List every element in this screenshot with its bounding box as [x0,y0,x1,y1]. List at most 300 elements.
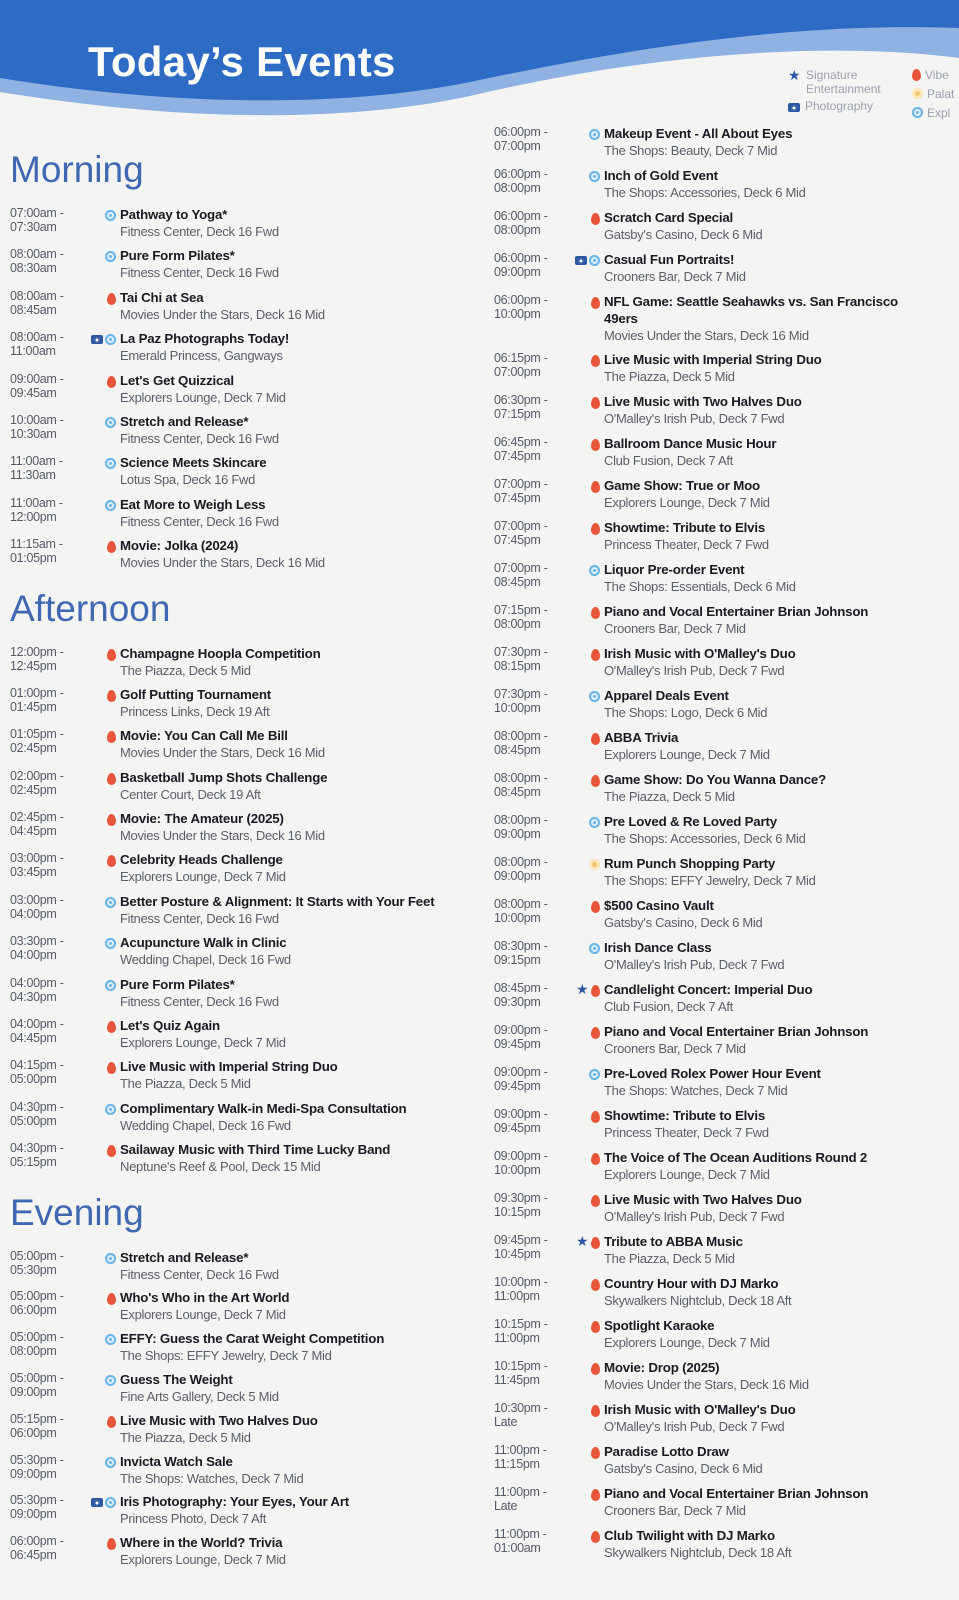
event-time [494,645,564,687]
event-icons [80,686,120,727]
event-time [10,496,80,537]
event-title: Inch of Gold Event [604,168,718,183]
event-icons [80,810,120,851]
section-title-evening: Evening [10,1191,144,1233]
event-title: Basketball Jump Shots Challenge [120,769,328,785]
event-end-time: 02:45pm [10,782,57,797]
event-start-time: 08:00am - [10,288,64,303]
event-start-time: 06:45pm - [494,435,548,449]
event-row [494,1149,954,1191]
event-row [10,1412,480,1453]
event-location: Skywalkers Nightclub, Deck 18 Aft [604,1545,792,1560]
vibe-icon [107,690,116,702]
explore-icon [589,943,600,954]
event-icons [564,813,604,855]
vibe-icon [107,1021,116,1033]
event-start-time: 05:15pm - [10,1411,64,1426]
event-icons [564,1317,604,1359]
event-info [120,1141,480,1182]
event-info [604,1485,954,1527]
event-time [10,537,80,578]
event-location: Explorers Lounge, Deck 7 Mid [604,1335,770,1350]
vibe-icon [591,1279,600,1291]
event-start-time: 08:00pm - [494,855,548,869]
explore-icon [105,458,116,469]
vibe-icon [591,1237,600,1249]
event-info [604,1023,954,1065]
event-row [494,393,954,435]
event-start-time: 10:15pm - [494,1359,548,1373]
explore-icon [105,1375,116,1386]
vibe-icon [591,607,600,619]
event-info [604,981,954,1023]
event-info [604,1149,954,1191]
event-time [494,687,564,729]
event-icons [564,393,604,435]
event-row [494,855,954,897]
event-row [10,810,480,851]
event-time [494,167,564,209]
event-location: Lotus Spa, Deck 16 Fwd [120,472,256,488]
event-end-time: 06:00pm [10,1425,57,1440]
event-location: Fitness Center, Deck 16 Fwd [120,910,279,926]
event-time [10,1371,80,1412]
event-time [10,976,80,1017]
event-location: Movies Under the Stars, Deck 16 Mid [604,1377,809,1392]
event-list [494,125,954,1569]
event-row [10,851,480,892]
event-start-time: 06:00pm - [494,209,548,223]
event-icons [80,496,120,537]
event-icons [80,1289,120,1330]
event-location: Princess Theater, Deck 7 Fwd [604,537,769,552]
vibe-icon [591,1531,600,1543]
explore-icon [105,1104,116,1115]
event-row [10,496,480,537]
event-start-time: 07:00pm - [494,561,548,575]
event-icons [564,1359,604,1401]
event-time [494,603,564,645]
vibe-icon [591,439,600,451]
vibe-icon [591,213,600,225]
vibe-icon [107,649,116,661]
event-time [494,519,564,561]
event-icons [564,251,604,293]
event-row [494,1233,954,1275]
event-location: O'Malley's Irish Pub, Deck 7 Fwd [604,957,785,972]
event-location: The Piazza, Deck 5 Mid [604,1251,735,1266]
event-start-time: 06:00pm - [494,167,548,181]
event-icons [80,1141,120,1182]
event-icons [80,1330,120,1371]
event-info [604,645,954,687]
explore-icon [589,255,600,266]
vibe-icon [107,541,116,553]
event-end-time: 10:00pm [494,1163,541,1177]
event-icons [80,206,120,247]
event-time [494,1527,564,1569]
event-icons [80,1058,120,1099]
event-icons [80,330,120,371]
vibe-icon [107,293,116,305]
event-row [494,729,954,771]
event-info [604,1065,954,1107]
event-start-time: 02:45pm - [10,810,64,825]
event-start-time: 06:15pm - [494,351,548,365]
event-time [494,1317,564,1359]
event-time [494,1359,564,1401]
event-start-time: 07:15pm - [494,603,548,617]
explore-icon [912,107,923,118]
event-end-time: 07:45pm [494,533,541,547]
event-title: Pre Loved & Re Loved Party [604,814,777,829]
event-row [494,519,954,561]
event-icons [80,1017,120,1058]
event-title: Pathway to Yoga* [120,207,228,222]
event-end-time: 04:00pm [10,906,57,921]
event-icons [564,351,604,393]
event-row [494,1065,954,1107]
event-start-time: 03:00pm - [10,851,64,866]
morning-section [10,148,480,579]
vibe-icon [107,814,116,826]
event-time [10,727,80,768]
event-location: O'Malley's Irish Pub, Deck 7 Fwd [604,663,785,678]
event-end-time: 08:00pm [10,1344,57,1359]
event-location: Center Court, Deck 19 Aft [120,786,261,802]
photo-icon [91,1498,103,1507]
event-icons [80,769,120,810]
event-time [10,810,80,851]
event-title: Live Music with Two Halves Duo [604,394,802,409]
vibe-icon [591,1447,600,1459]
event-end-time: 11:00am [10,344,56,359]
event-title: Casual Fun Portraits! [604,252,735,267]
event-icons [564,209,604,251]
event-row [494,1527,954,1569]
event-info [120,330,480,371]
event-title: Movie: You Can Call Me Bill [120,728,288,744]
event-row [494,251,954,293]
event-end-time: 09:00pm [494,827,541,841]
event-info [604,1107,954,1149]
event-icons [564,939,604,981]
event-end-time: 12:00pm [10,509,57,524]
event-icons [564,1443,604,1485]
event-row [494,435,954,477]
event-time [494,251,564,293]
event-time [10,1330,80,1371]
vibe-icon [591,1153,600,1165]
event-start-time: 07:30pm - [494,687,548,701]
event-start-time: 08:00pm - [494,771,548,785]
event-title: Spotlight Karaoke [604,1318,715,1333]
event-time [10,413,80,454]
event-end-time: 05:15pm [10,1155,57,1170]
event-end-time: 03:45pm [10,865,57,880]
event-icons [80,851,120,892]
event-start-time: 05:00pm - [10,1370,64,1385]
event-title: Guess The Weight [120,1371,233,1387]
event-title: Better Posture & Alignment: It Starts with Your Feet [120,893,435,909]
event-location: Wedding Chapel, Deck 16 Fwd [120,952,291,968]
event-location: Movies Under the Stars, Deck 16 Mid [604,328,809,343]
event-title: Complimentary Walk-in Medi-Spa Consultation [120,1100,407,1116]
afternoon-section [10,587,480,1183]
event-time [494,939,564,981]
event-title: $500 Casino Vault [604,898,714,913]
event-info [604,1275,954,1317]
event-row [10,727,480,768]
legend-explore: Expl [912,104,954,123]
event-info [120,1493,480,1534]
event-info [120,537,480,578]
event-row [494,1317,954,1359]
event-icons [564,519,604,561]
event-start-time: 09:30pm - [494,1191,548,1205]
event-title: ABBA Trivia [604,730,679,745]
event-time [10,206,80,247]
event-row [494,1023,954,1065]
event-icons [80,1412,120,1453]
event-title: Sailaway Music with Third Time Lucky Band [120,1142,391,1158]
event-icons [80,1493,120,1534]
event-start-time: 05:30pm - [10,1452,64,1467]
event-location: Princess Photo, Deck 7 Aft [120,1511,267,1527]
event-title: Scratch Card Special [604,210,734,225]
event-title: Eat More to Weigh Less [120,496,266,512]
event-end-time: 09:00pm [10,1466,57,1481]
event-info [120,851,480,892]
event-info [604,771,954,813]
event-location: Explorers Lounge, Deck 7 Mid [120,1552,286,1568]
event-location: Fitness Center, Deck 16 Fwd [120,993,279,1009]
event-end-time: 04:45pm [10,824,57,839]
vibe-icon [591,355,600,367]
event-info [604,687,954,729]
event-title: Liquor Pre-order Event [604,562,745,577]
event-location: The Shops: Accessories, Deck 6 Mid [604,831,806,846]
event-time [494,729,564,771]
event-row [494,1191,954,1233]
event-end-time: 07:00pm [494,365,541,379]
event-time [494,477,564,519]
event-location: Explorers Lounge, Deck 7 Mid [604,495,770,510]
explore-icon [105,334,116,345]
event-end-time: 10:15pm [494,1205,541,1219]
event-info [604,603,954,645]
event-title: Iris Photography: Your Eyes, Your Art [120,1494,350,1510]
event-icons [564,855,604,897]
event-location: Crooners Bar, Deck 7 Mid [604,269,746,284]
event-icons [80,537,120,578]
event-row [494,1359,954,1401]
event-end-time: 09:00pm [494,869,541,883]
event-icons [564,1527,604,1569]
event-end-time: 04:45pm [10,1031,57,1046]
event-row [10,413,480,454]
event-title: Movie: Jolka (2024) [120,538,239,554]
event-end-time: 08:15pm [494,659,541,673]
event-time [494,1443,564,1485]
event-row [10,206,480,247]
event-time [10,289,80,330]
palate-icon [912,88,923,99]
event-end-time: 08:45pm [494,785,541,799]
event-location: Crooners Bar, Deck 7 Mid [604,1041,746,1056]
event-icons [564,1275,604,1317]
vibe-icon [591,1489,600,1501]
event-time [494,1107,564,1149]
event-start-time: 02:00pm - [10,768,64,783]
event-location: Crooners Bar, Deck 7 Mid [604,621,746,636]
event-icons [80,1453,120,1494]
event-location: Gatsby's Casino, Deck 6 Mid [604,1461,763,1476]
vibe-icon [591,1195,600,1207]
event-location: Club Fusion, Deck 7 Aft [604,453,733,468]
event-end-time: 07:45pm [494,491,541,505]
event-time [10,769,80,810]
vibe-icon [591,1111,600,1123]
event-title: Let's Get Quizzical [120,372,234,388]
event-time [494,1023,564,1065]
palate-icon [589,859,600,870]
event-title: Live Music with Two Halves Duo [120,1412,318,1428]
event-location: Fitness Center, Deck 16 Fwd [120,513,279,529]
event-end-time: 10:00pm [494,911,541,925]
event-start-time: 09:00pm - [494,1107,548,1121]
event-info [604,393,954,435]
event-time [494,897,564,939]
event-info [120,769,480,810]
event-end-time: 09:45pm [494,1121,541,1135]
event-start-time: 08:00pm - [494,897,548,911]
vibe-icon [591,1363,600,1375]
vibe-icon [107,855,116,867]
legend-signature: ★ Signature Entertainment [788,67,881,96]
event-time [494,1275,564,1317]
explore-icon [589,129,600,140]
event-info [120,645,480,686]
event-end-time: Late [494,1499,518,1513]
event-title: Irish Music with O'Malley's Duo [604,1402,796,1417]
event-icons [80,1100,120,1141]
event-row [494,981,954,1023]
vibe-icon [591,481,600,493]
event-time [10,851,80,892]
event-time [10,645,80,686]
event-end-time: 09:15pm [494,953,541,967]
event-end-time: 05:00pm [10,1072,57,1087]
event-title: Stretch and Release* [120,1249,249,1265]
event-icons [564,771,604,813]
event-info [604,1443,954,1485]
event-location: Explorers Lounge, Deck 7 Mid [120,869,286,885]
event-title: Game Show: Do You Wanna Dance? [604,772,827,787]
event-row [494,167,954,209]
event-info [604,897,954,939]
evening-section [10,1191,480,1575]
event-icons [80,454,120,495]
event-time [494,125,564,167]
explore-icon [105,500,116,511]
event-icons [564,561,604,603]
event-time [494,1065,564,1107]
event-time [494,293,564,351]
event-list [10,1249,480,1575]
event-info [120,206,480,247]
event-location: The Piazza, Deck 5 Mid [120,1076,251,1092]
photo-icon [575,256,587,265]
event-location: Fitness Center, Deck 16 Fwd [120,430,279,446]
event-row [494,351,954,393]
event-title: La Paz Photographs Today! [120,331,290,347]
event-start-time: 11:00am - [10,495,63,510]
event-title: Club Twilight with DJ Marko [604,1528,775,1543]
event-info [604,1359,954,1401]
left-column [10,148,480,1575]
event-info [604,251,954,293]
event-row [494,603,954,645]
event-icons [564,293,604,351]
event-end-time: 11:30am [10,468,56,483]
event-time [494,1401,564,1443]
event-title: Rum Punch Shopping Party [604,856,776,871]
event-info [120,289,480,330]
event-info [604,519,954,561]
event-info [604,477,954,519]
event-title-continued: 49ers [604,311,638,326]
vibe-icon [591,985,600,997]
event-row [10,1058,480,1099]
event-end-time: 09:00pm [494,265,541,279]
section-title-afternoon: Afternoon [10,587,171,629]
event-title: Ballroom Dance Music Hour [604,436,777,451]
event-end-time: 09:30pm [494,995,541,1009]
event-end-time: 08:45pm [494,575,541,589]
event-start-time: 11:00pm - [494,1443,547,1457]
event-end-time: 08:00pm [494,223,541,237]
event-start-time: 09:00pm - [494,1149,548,1163]
event-start-time: 09:00pm - [494,1065,548,1079]
event-time [10,1493,80,1534]
event-time [494,771,564,813]
event-title: Makeup Event - All About Eyes [604,126,793,141]
event-start-time: 04:30pm - [10,1141,64,1156]
event-end-time: 09:45am [10,385,57,400]
event-time [10,1141,80,1182]
event-start-time: 10:00am - [10,412,64,427]
event-row [494,125,954,167]
event-info [120,1249,480,1290]
event-title: Tribute to ABBA Music [604,1234,743,1249]
event-location: Explorers Lounge, Deck 7 Mid [604,1167,770,1182]
event-info [604,209,954,251]
event-start-time: 08:00pm - [494,813,548,827]
event-time [10,1534,80,1575]
explore-icon [105,980,116,991]
event-time [10,1289,80,1330]
event-location: The Shops: EFFY Jewelry, Deck 7 Mid [604,873,816,888]
event-title: Paradise Lotto Draw [604,1444,729,1459]
event-time [494,435,564,477]
event-location: Explorers Lounge, Deck 7 Mid [120,1035,286,1051]
event-row [494,209,954,251]
event-info [604,1401,954,1443]
event-location: O'Malley's Irish Pub, Deck 7 Fwd [604,411,785,426]
event-time [494,561,564,603]
event-location: The Shops: Watches, Deck 7 Mid [120,1470,304,1486]
